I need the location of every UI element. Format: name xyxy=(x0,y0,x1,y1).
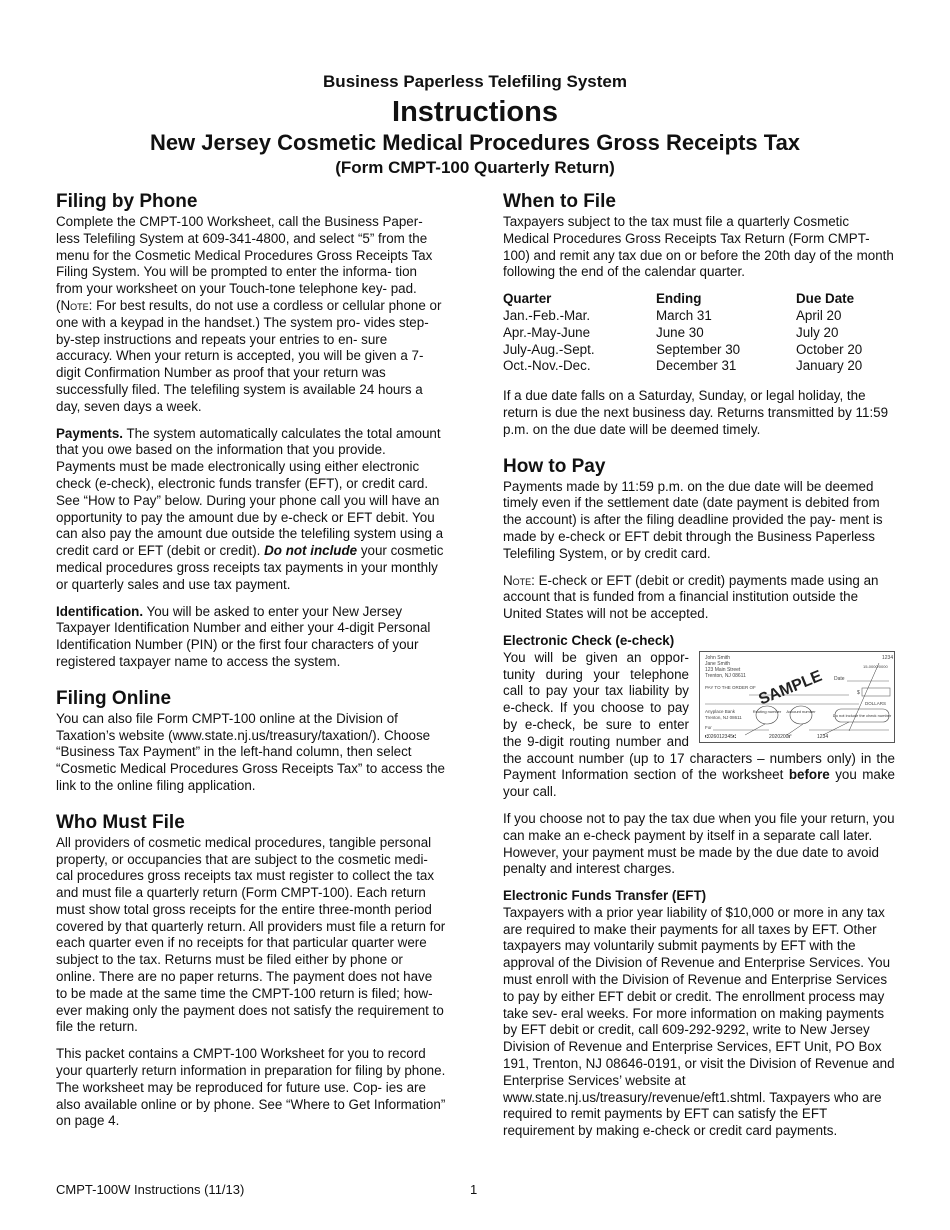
when-to-file-text: Taxpayers subject to the tax must file a quarterly Cosmetic Medical Procedures Gross Receipts Tax Return (Form CMPT-100) and remit any tax due on or before the 20th day of the month following the end of the calendar quarter. xyxy=(503,214,894,280)
packet-paragraph: This packet contains a CMPT-100 Worksheet for you to record your quarterly return information in preparation for filing by phone. The worksheet may be reproduced for future use. Cop- ies are also available online or by phone. See “Where to Get Information” on page 4. xyxy=(56,1046,446,1129)
who-must-file-text: All providers of cosmetic medical procedures, tangible personal property, or occupancies that are subject to the cosmetic medi- cal procedures gross receipts tax must register to collect the tax and must file a quarterly return (Form CMPT-100). Each return must show total gross receipts for the entire three-month period covered by that quarterly return. All providers must file a return for each quarter even if no receipts for that particular quarter were subject to the tax. Returns must be filed either by phone or online. There are no paper returns. The payment does not have to be made at the same time the CMPT-100 return is filed; how- ever making only the payment does not satisfy the requirement to file the return. xyxy=(56,834,446,1035)
identification-label: Identification. xyxy=(56,603,144,619)
table-row xyxy=(503,358,862,375)
do-not-include-emphasis: Do not include xyxy=(264,543,358,559)
page-number: 1 xyxy=(470,1182,478,1197)
check-pay-label: PAY TO THE ORDER OF xyxy=(705,684,756,690)
table-cell: January 20 xyxy=(796,358,863,374)
column-header: Ending xyxy=(656,291,702,307)
when-to-file-heading: When to File xyxy=(503,191,616,212)
system-title: Business Paperless Telefiling System xyxy=(323,72,627,91)
echeck-text: You will be given an oppor- tunity during your telephone call to pay your tax liability by e-check. If you choose to pay by e-check, be sure to enter the 9-digit routing number and the account number (up to 17 characters – numbers only) in the Payment Information section of the worksheet before you make your call. xyxy=(503,649,895,800)
column-header: Quarter xyxy=(503,291,552,307)
who-must-file-heading: Who Must File xyxy=(56,811,185,833)
filing-online-heading: Filing Online xyxy=(56,687,172,709)
note-label: Note xyxy=(60,297,89,313)
how-to-pay-text: Payments made by 11:59 p.m. on the due date will be deemed timely even if the settlement date (date payment is debited from the account) is after the filing deadline provided the pay- ment is made by e-check or EFT debit through the Business Paperless Telefiling System, or by credit card. xyxy=(503,478,883,561)
payments-label: Payments. xyxy=(56,425,123,441)
table-cell: July 20 xyxy=(796,324,839,340)
account-label: Account number xyxy=(786,708,816,714)
check-number: 1234 xyxy=(882,654,894,661)
before-emphasis: before xyxy=(788,767,830,783)
eft-text: Taxpayers with a prior year liability of $10,000 or more in any tax are required to make their payments for all taxes by EFT. Other taxpayers may voluntarily submit payments by EFT with the approval of the Division of Revenue and Enterprise Services. You must enroll with the Division of Revenue and Enterprise Services to pay by either EFT debit or credit. The enrollment process may take sev- eral weeks. For more information on making payments by EFT debit or credit, call 609-292-9292, write to New Jersey Division of Revenue and Enterprise Services, EFT Unit, PO Box 191, Trenton, NJ 08646-0191, or visit the Division of Revenue and Enterprise Services’ website at www.state.nj.us/treasury/revenue/eft1.shtml. Taxpayers who are required to remit payments by EFT can satisfy the EFT requirement by making e-check or credit card payments. xyxy=(503,904,895,1139)
check-for-label: For xyxy=(705,724,712,730)
table-cell: September 30 xyxy=(656,341,741,357)
page-subtitle: New Jersey Cosmetic Medical Procedures Gross Receipts Tax xyxy=(149,130,801,155)
micr-account: 2020200⑈ xyxy=(769,733,792,740)
table-cell: April 20 xyxy=(796,307,842,323)
filing-by-phone-heading: Filing by Phone xyxy=(56,191,198,212)
when-to-file-section xyxy=(503,190,895,439)
table-cell: March 31 xyxy=(656,307,712,323)
how-to-pay-heading: How to Pay xyxy=(503,455,606,477)
holiday-paragraph: If a due date falls on a Saturday, Sunday, or legal holiday, the return is due the next business day. Returns transmitted by 11:59 p.m. on the due date will be deemed timely. xyxy=(503,388,889,437)
table-cell: December 31 xyxy=(656,358,737,374)
micr-routing: ⑆026012345⑆ xyxy=(705,733,737,740)
check-number-note: Do not include the check number xyxy=(832,712,892,718)
how-to-pay-section xyxy=(503,455,895,1140)
due-date-table xyxy=(503,291,862,375)
filing-by-phone-section xyxy=(56,190,446,671)
form-name: (Form CMPT-100 Quarterly Return) xyxy=(335,158,615,177)
table-row xyxy=(503,325,862,342)
check-bank1: Anyplace Bank xyxy=(705,708,736,714)
table-header-row xyxy=(503,291,862,308)
table-cell: October 20 xyxy=(796,341,863,357)
filing-online-section xyxy=(56,687,446,795)
column-header: Due Date xyxy=(796,291,855,307)
check-dollars-label: DOLLARS xyxy=(865,700,887,706)
check-addr2: Trenton, NJ 08611 xyxy=(705,672,746,679)
check-date-label: Date xyxy=(834,675,845,682)
sample-check-image xyxy=(699,651,895,743)
routing-label: Routing number xyxy=(752,708,782,714)
table-row xyxy=(503,308,862,325)
foreign-account-note: Note: E-check or EFT (debit or credit) payments made using an account that is funded from a financial institution outside the United States will not be accepted. xyxy=(503,572,879,622)
left-column xyxy=(56,190,446,1140)
table-cell: Apr.-May-June xyxy=(503,324,591,340)
check-name2: Jane Smith xyxy=(705,660,731,667)
check-name1: John Smith xyxy=(705,654,731,661)
filing-by-phone-text: Complete the CMPT-100 Worksheet, call the Business Paper- less Telefiling System at 609-341-4800, and select “5” from the menu for the Cosmetic Medical Procedures Gross Receipts Tax Filing System. You will be prompted to enter the informa- tion from your worksheet on your Touch-tone telephone key- pad. (Note: For best results, do not use a cordless or cellular phone or one with a keypad in the handset.) The system pro- vides step-by-step instructions and repeats your entries to en- sure accuracy. When your return is accepted, you will be given a 7-digit Confirmation Number as proof that your return was successfully filed. The telefiling system is available 24 hours a day, seven days a week. xyxy=(56,214,442,414)
check-fraction: 15-0000/0000 xyxy=(863,663,888,669)
pay-later-paragraph: If you choose not to pay the tax due when you file your return, you can make an e-check payment by itself in a separate call later. However, your payment must be made by the due date to avoid penalty and interest charges. xyxy=(503,810,895,877)
right-column xyxy=(503,190,895,1150)
eft-heading: Electronic Funds Transfer (EFT) xyxy=(503,888,707,904)
check-bank2: Trenton, NJ 08611 xyxy=(705,714,742,720)
check-addr1: 123 Main Street xyxy=(705,666,741,673)
payments-paragraph: Payments. The system automatically calculates the total amount that you owe based on the information that you provide. Payments must be made electronically using either electronic check (e-check), electronic funds transfer (EFT), or credit card. See “How to Pay” below. During your phone call you will have an opportunity to pay the amount due by e-check or EFT debit. You can also pay the amount due outside the telefiling system using a credit card or EFT (debit or credit). Do not include your cosmetic medical procedures gross receipts tax payments in your monthly or quarterly sales and use tax payment. xyxy=(56,425,444,592)
sample-watermark: SAMPLE xyxy=(756,667,825,709)
page-title: Instructions xyxy=(392,96,558,128)
table-cell: July-Aug.-Sept. xyxy=(503,341,595,357)
who-must-file-section xyxy=(56,811,446,1131)
note-label: Note xyxy=(503,572,532,588)
filing-online-text: You can also file Form CMPT-100 online at the Division of Taxation’s website (www.state.nj.us/treasury/taxation/). Choose “Business Tax Payment” in the left-hand column, then select “Cosmetic Medical Procedures Gross Receipts Tax” to access the link to the online filing application. xyxy=(56,710,445,793)
echeck-heading: Electronic Check (e-check) xyxy=(503,632,675,648)
table-cell: Jan.-Feb.-Mar. xyxy=(503,307,591,323)
micr-check-number: 1234 xyxy=(817,733,829,740)
table-cell: June 30 xyxy=(656,324,704,340)
footer-form-id: CMPT-100W Instructions (11/13) xyxy=(56,1182,245,1197)
identification-paragraph: Identification. You will be asked to enter your New Jersey Taxpayer Identification Number and either your 4-digit Personal Identification Number (PIN) or the first four characters of your registered taxpayer name to access the system. xyxy=(56,603,431,669)
table-cell: Oct.-Nov.-Dec. xyxy=(503,358,591,374)
table-row xyxy=(503,342,862,359)
check-dollar-sign: $ xyxy=(857,689,860,696)
echeck-block xyxy=(503,633,895,801)
